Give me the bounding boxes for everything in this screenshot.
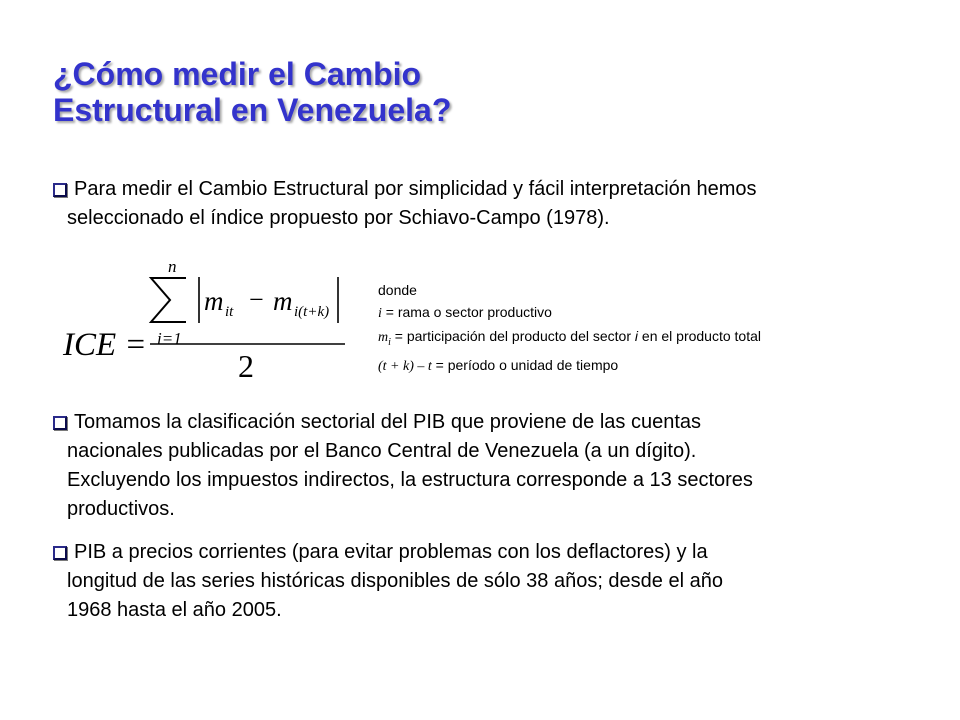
bullet2-text-4: productivos.	[67, 498, 175, 520]
intro-text-1: Para medir el Cambio Estructural por simplicidad y fácil interpretación hemos	[74, 178, 757, 200]
legend-m-text-a: = participación del producto del sector	[390, 328, 635, 344]
bullet-clasificacion	[50, 408, 886, 524]
slide-title-line-2: Estructural en Venezuela?	[53, 92, 452, 128]
legend-rama-text: = rama o sector productivo	[381, 304, 552, 320]
formula-term1: m	[204, 286, 224, 316]
legend-rama-var: i	[378, 306, 382, 321]
intro-text-2: seleccionado el índice propuesto por Schiavo-Campo (1978).	[67, 207, 610, 229]
legend-participacion	[378, 325, 761, 354]
ice-formula	[62, 255, 362, 385]
bullet3-line-1	[50, 538, 870, 567]
intro-bullet-line-2	[50, 204, 910, 233]
bullet2-line-3	[50, 466, 886, 495]
bullet2-line-1	[50, 408, 886, 437]
summation-icon	[151, 278, 186, 322]
bullet3-line-2	[50, 567, 870, 596]
formula-lhs: ICE =	[63, 327, 147, 363]
formula-sum-lower: i=1	[157, 329, 182, 348]
formula-term2: m	[273, 286, 293, 316]
legend-m-sub: i	[388, 336, 391, 348]
legend-t-var: (t + k) – t	[378, 358, 432, 374]
legend-t-text: = período o unidad de tiempo	[431, 356, 619, 373]
formula-legend	[378, 279, 761, 378]
slide-title	[53, 56, 753, 128]
legend-m-text-b: en el producto total	[638, 328, 761, 344]
formula-sum-upper: n	[168, 257, 177, 276]
bullet3-text-3: 1968 hasta el año 2005.	[67, 599, 282, 621]
intro-bullet-line-1	[50, 175, 910, 204]
bullet-pib	[50, 538, 870, 625]
legend-m-text-i: i	[634, 328, 639, 344]
square-bullet-icon	[53, 183, 67, 197]
formula-term1-sub: it	[225, 304, 234, 320]
legend-periodo	[378, 354, 761, 378]
bullet2-text-3: Excluyendo los impuestos indirectos, la estructura corresponde a 13 sectores	[67, 469, 753, 491]
legend-rama	[378, 301, 761, 325]
legend-donde: donde	[378, 282, 417, 298]
intro-bullet	[50, 175, 910, 233]
bullet3-text-1: PIB a precios corrientes (para evitar problemas con los deflactores) y la	[74, 541, 708, 563]
square-bullet-icon	[53, 416, 67, 430]
slide-title-line-1: ¿Cómo medir el Cambio	[53, 56, 422, 92]
bullet3-line-3	[50, 596, 870, 625]
bullet2-text-1: Tomamos la clasificación sectorial del PIB que proviene de las cuentas	[74, 411, 701, 433]
bullet2-line-4	[50, 495, 886, 524]
bullet2-line-2	[50, 437, 886, 466]
formula-denominator: 2	[238, 348, 254, 384]
bullet3-text-2: longitud de las series históricas disponibles de sólo 38 años; desde el año	[67, 570, 723, 592]
formula-minus: −	[249, 285, 264, 314]
formula-term2-sub: i(t+k)	[294, 304, 330, 320]
bullet2-text-2: nacionales publicadas por el Banco Central de Venezuela (a un dígito).	[67, 440, 697, 462]
square-bullet-icon	[53, 546, 67, 560]
legend-m-var: m	[378, 330, 389, 345]
